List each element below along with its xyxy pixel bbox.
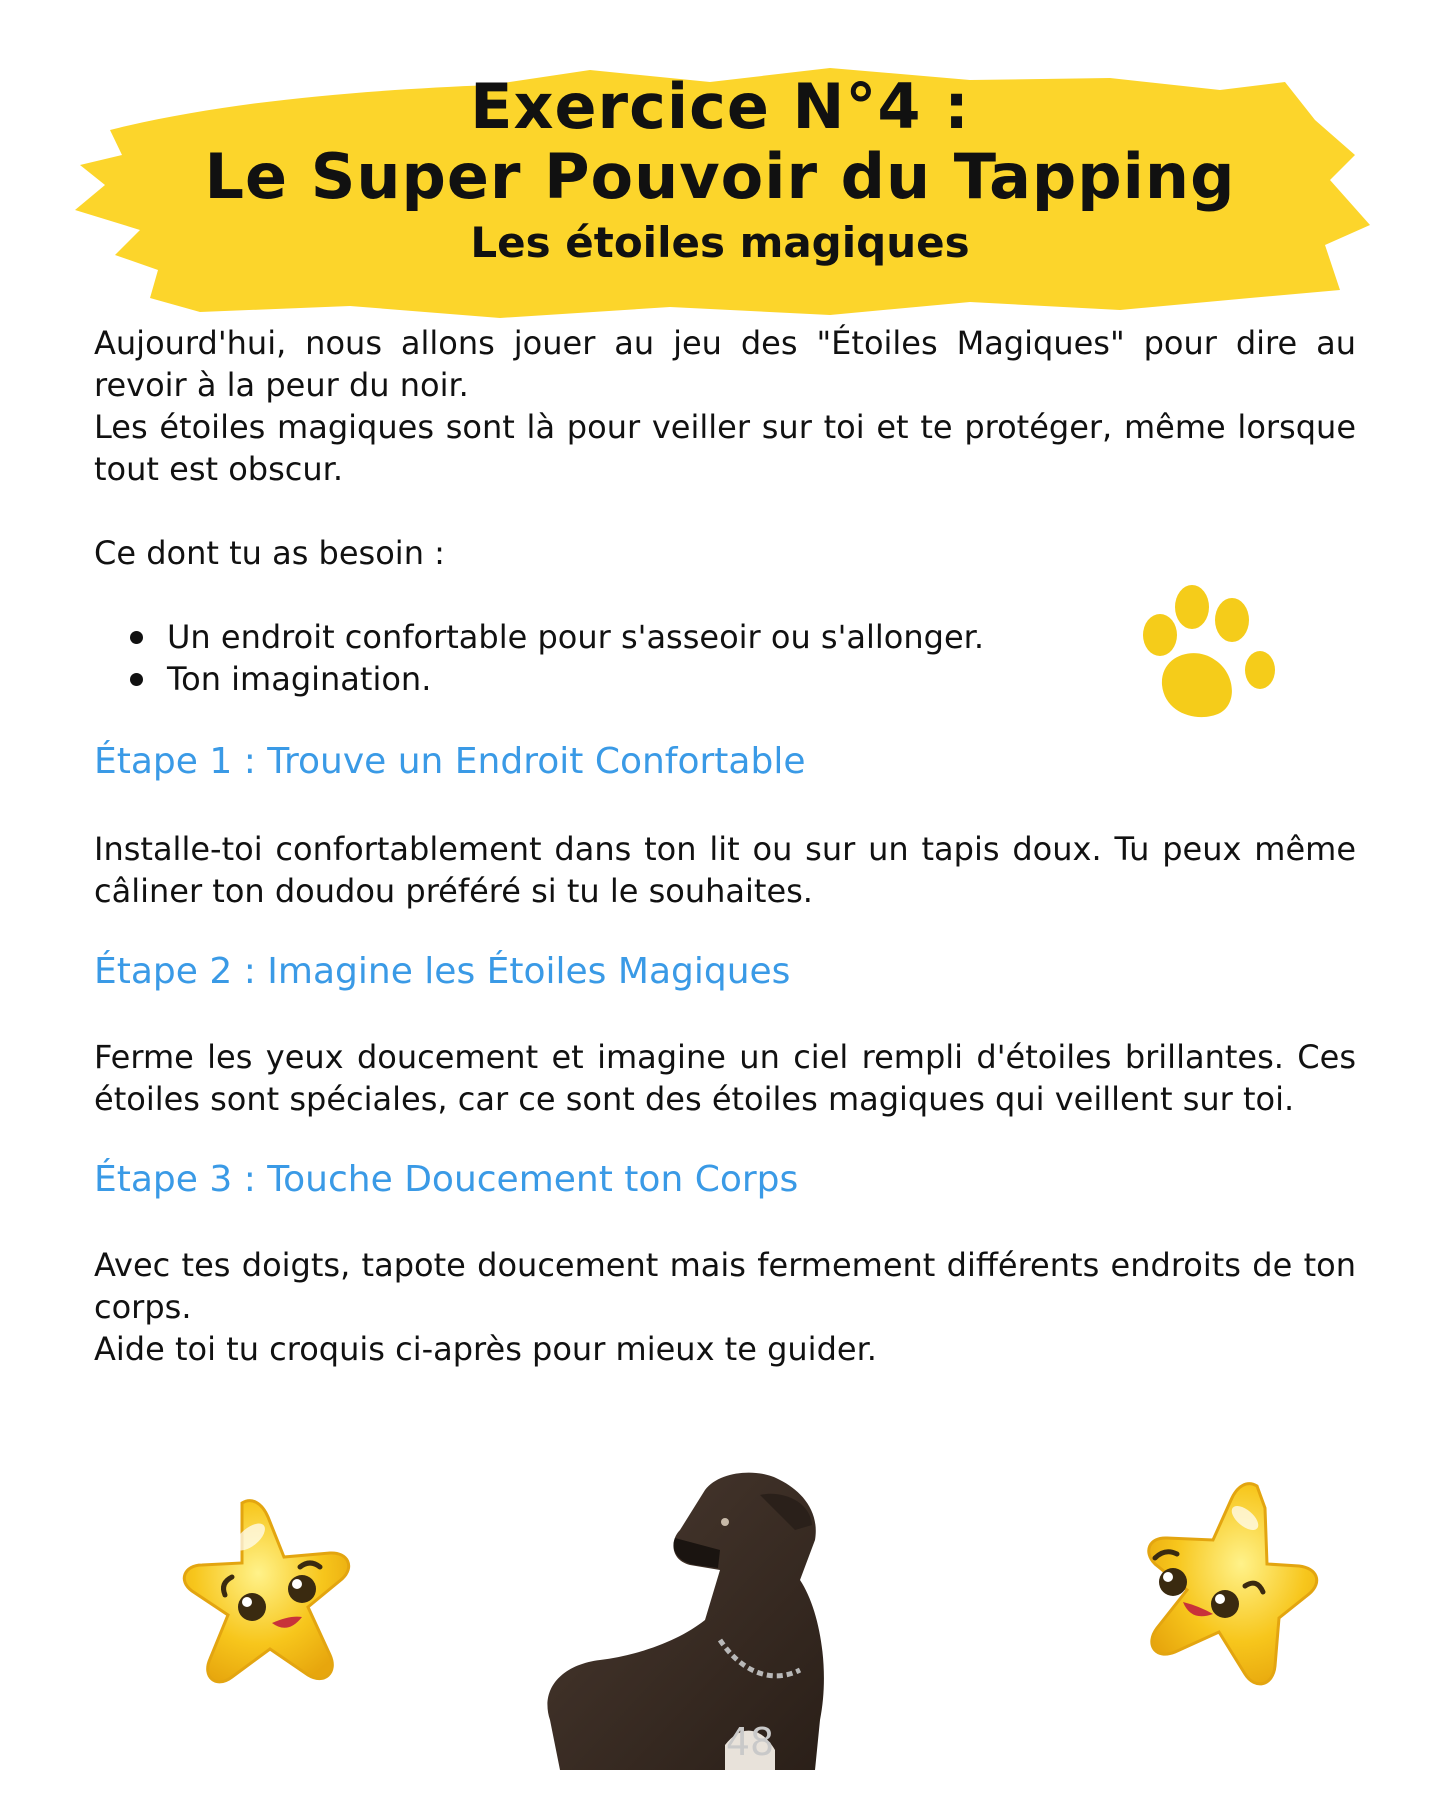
intro-paragraph-1: Aujourd'hui, nous allons jouer au jeu des "Étoiles Magiques" pour dire au revoir à la peur du noir. — [94, 324, 1356, 404]
step-1-text: Installe-toi confortablement dans ton lit ou sur un tapis doux. Tu peux même câliner ton doudou préféré si tu le souhaites. — [94, 830, 1356, 910]
needs-label: Ce dont tu as besoin : — [94, 534, 445, 572]
step-3-text: Avec tes doigts, tapote doucement mais fermement différents endroits de ton corps. — [94, 1246, 1356, 1326]
step-1-title: Étape 1 : Trouve un Endroit Confortable — [94, 741, 806, 782]
bullet-icon — [130, 673, 143, 686]
dog-photo — [520, 1470, 860, 1770]
page-number: 48 — [725, 1720, 775, 1764]
page-title-line1: Exercice N°4 : — [470, 70, 970, 143]
paw-icon — [1140, 585, 1280, 720]
title-block — [70, 72, 1370, 272]
smiling-star-icon — [180, 1495, 400, 1725]
smiling-star-icon — [1095, 1478, 1320, 1718]
page-title-line2: Le Super Pouvoir du Tapping — [204, 140, 1236, 213]
list-item-text: Ton imagination. — [167, 660, 432, 698]
intro-paragraph-2: Les étoiles magiques sont là pour veiller sur toi et te protéger, même lorsque tout est obscur. — [94, 408, 1356, 488]
list-item-text: Un endroit confortable pour s'asseoir ou s'allonger. — [167, 618, 985, 656]
bullet-icon — [130, 631, 143, 644]
main-content — [94, 322, 1356, 1370]
step-2-title: Étape 2 : Imagine les Étoiles Magiques — [94, 951, 791, 992]
page-subtitle: Les étoiles magiques — [470, 218, 970, 267]
step-3-title: Étape 3 : Touche Doucement ton Corps — [94, 1159, 799, 1200]
step-3-text-2: Aide toi tu croquis ci-après pour mieux te guider. — [94, 1330, 877, 1368]
step-2-text: Ferme les yeux doucement et imagine un ciel rempli d'étoiles brillantes. Ces étoiles sont spéciales, car ce sont des étoiles magiques qui veillent sur toi. — [94, 1038, 1356, 1118]
